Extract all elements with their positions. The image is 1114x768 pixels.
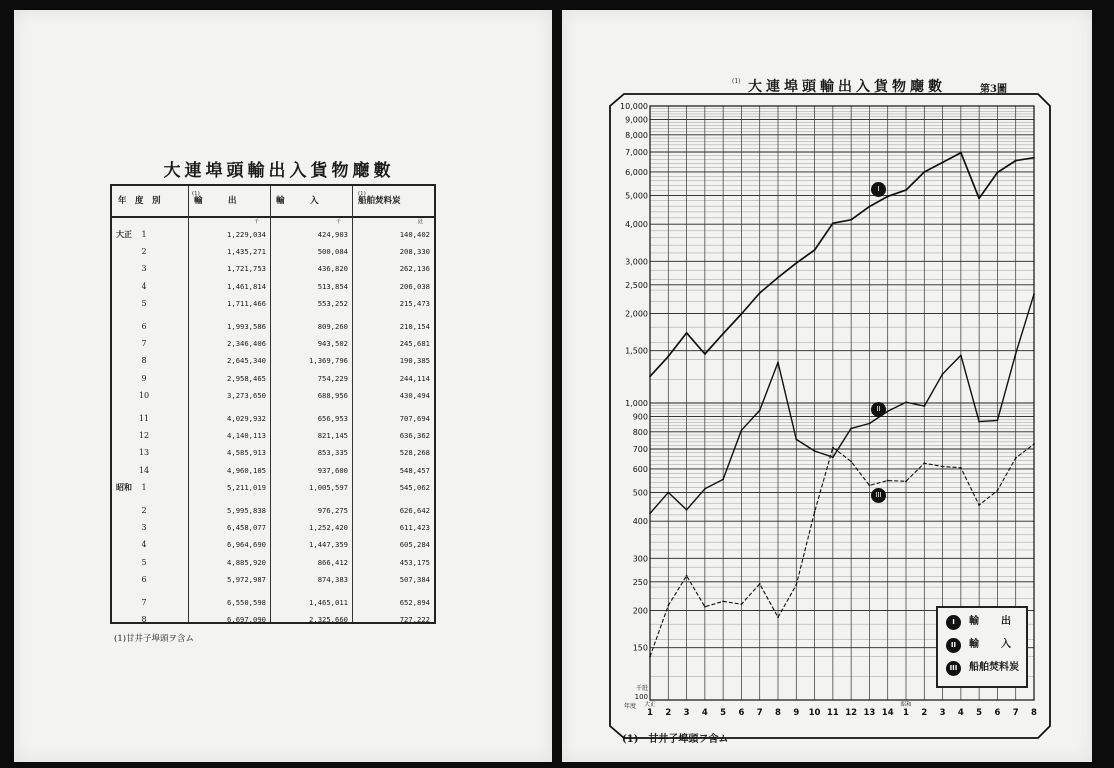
series-line-import [650,294,1034,513]
year-cell: 1 [141,230,147,239]
unit-import: 千 [336,219,342,225]
data-point [795,262,797,264]
data-point [905,401,907,403]
legend-item-bunker [946,658,1019,678]
y-tick-label: 700 [632,445,648,455]
y-tick-label: 800 [632,427,648,437]
x-tick-label: 10 [808,708,821,718]
data-point [704,353,706,355]
data-point [997,172,999,174]
data-point [923,405,925,407]
bunker-cell: 636,362 [399,431,430,441]
data-point [905,189,907,191]
legend-badge-export: I [946,615,961,630]
data-point [869,423,871,425]
bunker-cell: 727,222 [399,615,430,625]
data-point [777,616,779,618]
y-tick-label: 250 [632,577,648,587]
import-cell: 1,369,796 [309,356,348,366]
data-point [978,197,980,199]
year-cell: 8 [141,356,147,366]
table-row [112,429,434,442]
data-point [777,361,779,363]
data-point [722,333,724,335]
export-cell: 2,645,340 [227,356,266,366]
legend-badge-import: II [946,638,961,653]
year-cell: 13 [138,448,150,458]
table-row [112,481,434,494]
export-cell: 4,029,932 [227,414,266,423]
figure-number: 第3圖 [980,84,1007,95]
table-row [112,337,434,350]
series-marker-import: II [871,402,886,417]
legend-label-bunker: 船舶焚料炭 [969,662,1019,673]
x-tick-label: 7 [756,708,763,718]
series-marker-bunker: III [871,488,886,503]
legend-label-import: 輸 入 [969,639,1017,650]
table-title: 大連埠頭輸出入貨物廰數 [163,161,395,181]
data-point [759,583,761,585]
x-tick-label: 2 [921,708,928,718]
x-tick-label: 1 [647,708,653,718]
year-cell: 7 [141,598,147,607]
bunker-cell: 605,284 [399,540,430,550]
data-point [978,504,980,506]
import-cell: 436,820 [317,264,348,274]
header-export: 輸 出 [194,196,237,206]
data-point [722,479,724,481]
unit-bunker: 瓩 [418,219,424,225]
year-cell: 8 [141,615,147,625]
table-row [112,596,434,609]
x-tick-label: 6 [738,708,745,718]
data-point [960,152,962,154]
year-cell: 14 [138,465,150,475]
data-point [741,313,743,315]
import-cell: 1,252,420 [309,523,348,533]
year-cell: 2 [141,247,147,257]
data-point [814,511,816,513]
data-point [942,373,944,375]
data-point [960,354,962,356]
series-marker-export: I [871,182,886,197]
bunker-cell: 262,136 [399,264,430,274]
data-point [869,206,871,208]
right-page [562,10,1092,762]
import-cell: 513,854 [317,281,348,291]
bunker-cell: 215,473 [399,298,430,308]
unit-export: 千 [254,219,260,225]
data-point [923,171,925,173]
data-point [850,460,852,462]
data-point [741,429,743,431]
export-cell: 6,964,690 [227,540,266,550]
bunker-cell: 652,894 [399,598,430,607]
y-tick-label: 150 [632,643,648,653]
year-cell: 4 [141,281,147,291]
y-tick-label: 400 [632,517,648,527]
y-tick-label: 8,000 [625,130,648,140]
import-cell: 937,600 [317,465,348,475]
legend [936,606,1028,688]
import-cell: 1,447,359 [309,540,348,550]
data-point [978,421,980,423]
axis-year-label: 年度 [623,703,636,710]
header-bunker-note: (1) [358,191,366,197]
import-cell: 424,903 [317,230,348,239]
data-point [686,509,688,511]
left-page [14,10,552,762]
x-tick-label: 1 [903,708,909,718]
table-row [112,297,434,310]
header-import: 輸 入 [276,196,319,206]
x-tick-label: 7 [1012,708,1019,718]
table-row [112,464,434,477]
y-tick-label: 300 [632,554,648,564]
data-point [832,222,834,224]
x-tick-label: 3 [683,708,690,718]
export-cell: 4,585,913 [227,448,266,458]
bunker-cell: 244,114 [399,373,430,383]
table-row [112,372,434,385]
legend-item-import [946,635,1017,655]
chart-footnote: (1) 甘井子埠頭ヲ含ム [622,734,729,745]
bunker-cell: 245,681 [399,339,430,349]
bunker-cell: 430,494 [399,390,430,400]
x-tick-label: 8 [775,708,781,718]
import-cell: 809,260 [317,322,348,331]
data-point [905,480,907,482]
x-tick-label: 4 [701,708,708,718]
export-cell: 3,273,650 [227,390,266,400]
import-cell: 866,412 [317,557,348,567]
data-point [850,428,852,430]
import-cell: 656,953 [317,414,348,423]
export-cell: 5,972,987 [227,574,266,584]
y-tick-label: 500 [632,488,648,498]
table-row [112,228,434,241]
data-point [649,656,651,658]
data-point [1033,443,1035,445]
import-cell: 754,229 [317,373,348,383]
series-line-export [650,153,1034,377]
import-cell: 1,005,597 [309,482,348,492]
x-tick-label: 5 [976,708,983,718]
data-point [1015,457,1017,459]
bunker-cell: 190,385 [399,356,430,366]
header-bunker: 船舶焚料炭 [358,196,401,206]
table-row [112,320,434,333]
data-point [704,606,706,608]
import-cell: 688,956 [317,390,348,400]
data-point [686,575,688,577]
y-tick-label: 2,500 [625,280,648,290]
x-tick-label: 12 [845,708,858,718]
bunker-cell: 548,457 [399,465,430,475]
data-point [942,466,944,468]
data-point [759,292,761,294]
y-tick-label: 900 [632,412,648,422]
export-cell: 6,697,090 [227,615,266,625]
table-row [112,538,434,551]
year-cell: 5 [141,298,147,308]
table-row [112,389,434,402]
bunker-cell: 206,038 [399,281,430,291]
table-row [112,354,434,367]
import-cell: 821,145 [317,431,348,441]
bunker-cell: 140,402 [399,230,430,239]
export-cell: 1,711,466 [227,298,266,308]
data-point [649,512,651,514]
year-cell: 3 [141,523,147,533]
year-cell: 5 [141,557,147,567]
data-point [923,462,925,464]
year-cell: 12 [138,431,150,441]
bunker-cell: 528,268 [399,448,430,458]
export-cell: 1,993,586 [227,322,266,331]
export-cell: 4,960,105 [227,465,266,475]
bunker-cell: 545,062 [399,482,430,492]
legend-item-export [946,612,1017,632]
data-point [960,467,962,469]
data-point [722,600,724,602]
data-point [887,410,889,412]
export-cell: 1,229,034 [227,230,266,239]
export-cell: 5,995,838 [227,506,266,515]
y-tick-label: 4,000 [625,220,648,230]
era-label-showa: 昭和 [900,702,912,708]
y-tick-label: 5,000 [625,191,648,201]
y-tick-label: 200 [632,606,648,616]
data-point [704,488,706,490]
chart-title-note: (1) [732,78,741,85]
era-label: 昭和 [116,481,132,492]
year-cell: 10 [138,390,150,400]
year-cell: 11 [138,414,150,423]
x-tick-label: 3 [939,708,946,718]
header-export-note: (1) [192,191,200,197]
data-point [887,480,889,482]
x-tick-label: 14 [881,708,894,718]
year-cell: 6 [141,574,147,584]
legend-badge-bunker: III [946,661,961,676]
bunker-cell: 453,175 [399,557,430,567]
export-cell: 4,140,113 [227,431,266,441]
data-point [997,490,999,492]
header-year: 年 度 別 [118,196,161,206]
era-label: 大正 [116,229,132,239]
year-cell: 9 [141,373,147,383]
export-cell: 2,346,406 [227,339,266,349]
year-cell: 6 [141,322,147,331]
x-tick-label: 5 [720,708,727,718]
data-point [667,492,669,494]
data-point [1033,157,1035,159]
data-point [686,332,688,334]
x-tick-label: 6 [994,708,1001,718]
export-cell: 5,211,019 [227,482,266,492]
table-row [112,521,434,534]
y-tick-label: 10,000 [620,102,648,111]
data-point [777,277,779,279]
year-cell: 3 [141,264,147,274]
y-tick-label: 7,000 [625,148,648,158]
year-cell: 1 [141,482,147,492]
data-point [1015,160,1017,162]
y-tick-label: 600 [632,464,648,474]
bunker-cell: 208,330 [399,247,430,257]
import-cell: 943,502 [317,339,348,349]
export-cell: 6,458,077 [227,523,266,533]
table-row [112,446,434,459]
table-row [112,613,434,626]
table-row [112,573,434,586]
data-point [942,162,944,164]
x-tick-label: 8 [1031,708,1037,718]
data-point [795,439,797,441]
data-point [814,249,816,251]
table-row [112,504,434,517]
y-tick-label: 6,000 [625,167,648,177]
y-tick-label: 1,500 [625,346,648,356]
export-cell: 1,461,814 [227,281,266,291]
data-point [795,584,797,586]
data-point [887,196,889,198]
import-cell: 976,275 [317,506,348,515]
year-cell: 4 [141,540,147,550]
data-point [850,219,852,221]
bunker-cell: 626,642 [399,506,430,515]
y-tick-label: 2,000 [625,309,648,319]
export-cell: 6,550,598 [227,598,266,607]
data-point [1033,293,1035,295]
import-cell: 553,252 [317,298,348,308]
table-row [112,262,434,275]
data-point [759,410,761,412]
data-point [869,484,871,486]
legend-label-export: 輸 出 [969,616,1017,627]
year-cell: 2 [141,506,147,515]
x-tick-label: 11 [826,708,839,718]
x-tick-label: 9 [793,708,800,718]
table-row [112,412,434,425]
bunker-cell: 507,384 [399,574,430,584]
data-point [832,447,834,449]
export-cell: 2,958,465 [227,373,266,383]
x-tick-label: 2 [665,708,672,718]
bunker-cell: 210,154 [399,322,430,331]
data-point [997,419,999,421]
export-cell: 1,721,753 [227,264,266,274]
year-cell: 7 [141,339,147,349]
y-tick-label: 3,000 [625,257,648,267]
axis-unit-label: 千瓩 [635,685,648,692]
data-point [667,356,669,358]
import-cell: 874,383 [317,574,348,584]
bunker-cell: 707,694 [399,414,430,423]
import-cell: 2,325,660 [309,615,348,625]
table-header [112,186,434,218]
y-tick-label: 9,000 [625,115,648,125]
data-point [667,605,669,607]
table-row [112,245,434,258]
import-cell: 853,335 [317,448,348,458]
table-footnote: (1)甘井子埠頭ヲ含ム [114,634,195,644]
y-tick-label: 1,000 [625,399,648,408]
data-point [649,376,651,378]
data-point [814,450,816,452]
bunker-cell: 611,423 [399,523,430,533]
export-cell: 1,435,271 [227,247,266,257]
data-point [1015,353,1017,355]
x-tick-label: 13 [863,708,876,718]
import-cell: 500,084 [317,247,348,257]
export-cell: 4,885,920 [227,557,266,567]
import-cell: 1,465,011 [309,598,348,607]
data-point [741,603,743,605]
axis-base-label: 100 [634,693,648,701]
data-point [832,456,834,458]
era-label-taisho: 大正 [644,702,656,708]
table-row [112,556,434,569]
chart-title: 大連埠頭輸出入貨物廰數 [748,79,946,95]
table-row [112,280,434,293]
stats-table [110,184,436,624]
x-tick-label: 4 [957,708,964,718]
